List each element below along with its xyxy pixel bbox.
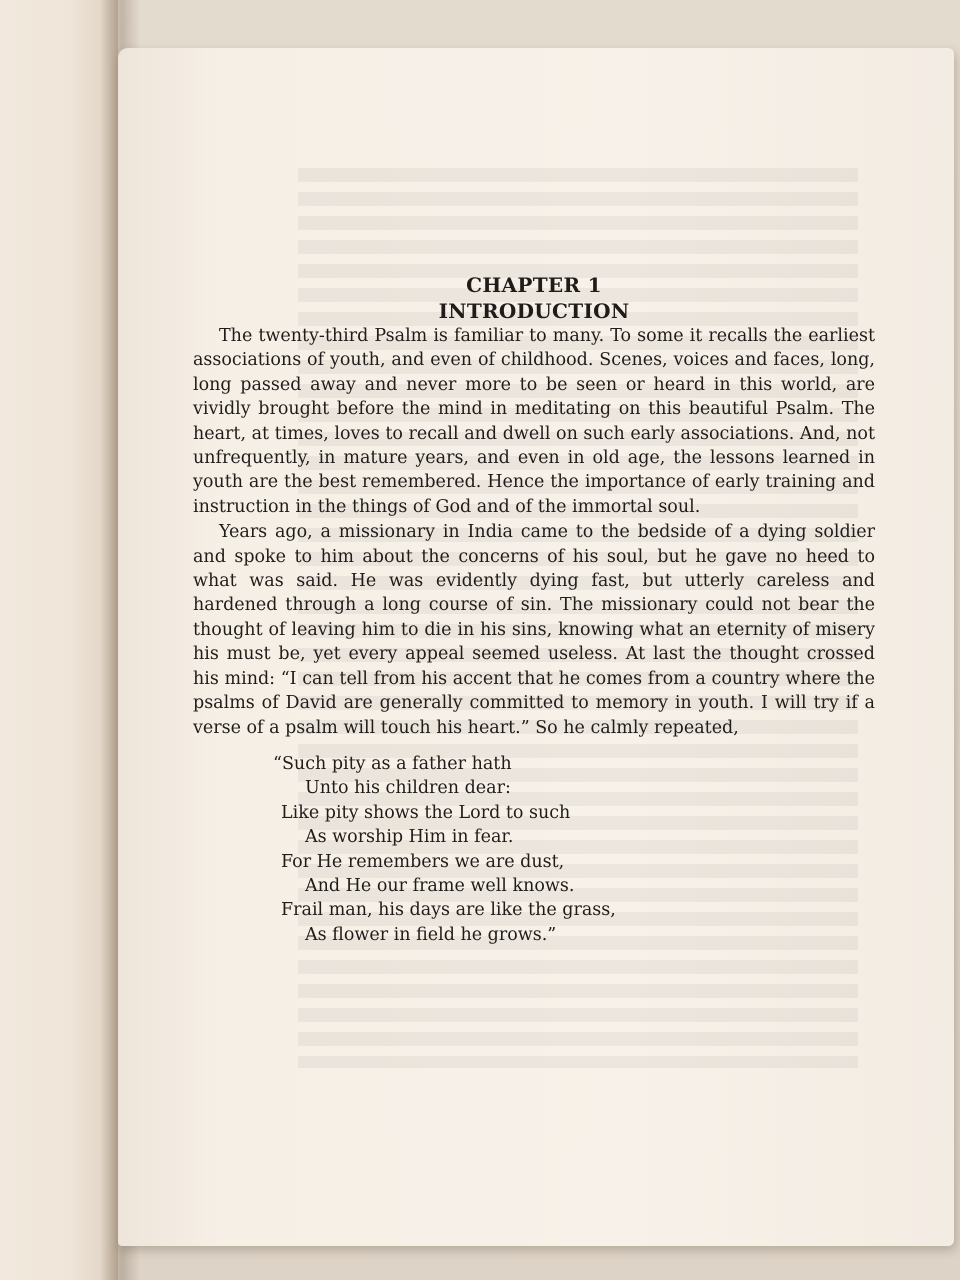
page-content	[193, 272, 875, 947]
chapter-title: INTRODUCTION	[438, 299, 630, 323]
paragraph-2: Years ago, a missionary in India came to the bedside of a dying soldier and spoke to him about the concerns of his soul, but he gave no heed to what was said. He was evidently dying fast, but utterly careless and hardened through a long course of sin. The missionary could not bear the thought of leaving him to die in his sins, knowing what an eternity of misery his must be, yet every appeal seemed useless. At last the thought crossed his mind: “I can tell from his accent that he comes from a country where the psalms of David are generally committed to memory in youth. I will try if a verse of a psalm will touch his heart.” So he calmly repeated,	[193, 522, 875, 738]
poem-line: As worship Him in fear.	[305, 827, 514, 848]
poem-line: And He our frame well knows.	[305, 875, 575, 896]
chapter-number: CHAPTER 1	[466, 273, 602, 297]
paragraph-1: The twenty-third Psalm is familiar to many. To some it recalls the earliest associations of youth, and even of childhood. Scenes, voices and faces, long, long passed away and never more to be seen or heard in this world, are vividly brought before the mind in meditating on this beautiful Psalm. The heart, at times, loves to recall and dwell on such early associations. And, not unfrequently, in mature years, and even in old age, the lessons learned in youth are the best remembered. Hence the importance of early training and instruction in the things of God and of the immortal soul.	[193, 326, 875, 517]
book-page	[118, 48, 954, 1246]
poem-line: For He remembers we are dust,	[281, 851, 565, 872]
poem-line: Like pity shows the Lord to such	[281, 802, 571, 823]
poem-line: As flower in field he grows.”	[305, 924, 557, 945]
poem-line: Frail man, his days are like the grass,	[281, 900, 616, 921]
psalm-verse	[273, 752, 875, 947]
poem-line: “Such pity as a father hath	[273, 753, 512, 774]
poem-line: Unto his children dear:	[305, 778, 511, 799]
